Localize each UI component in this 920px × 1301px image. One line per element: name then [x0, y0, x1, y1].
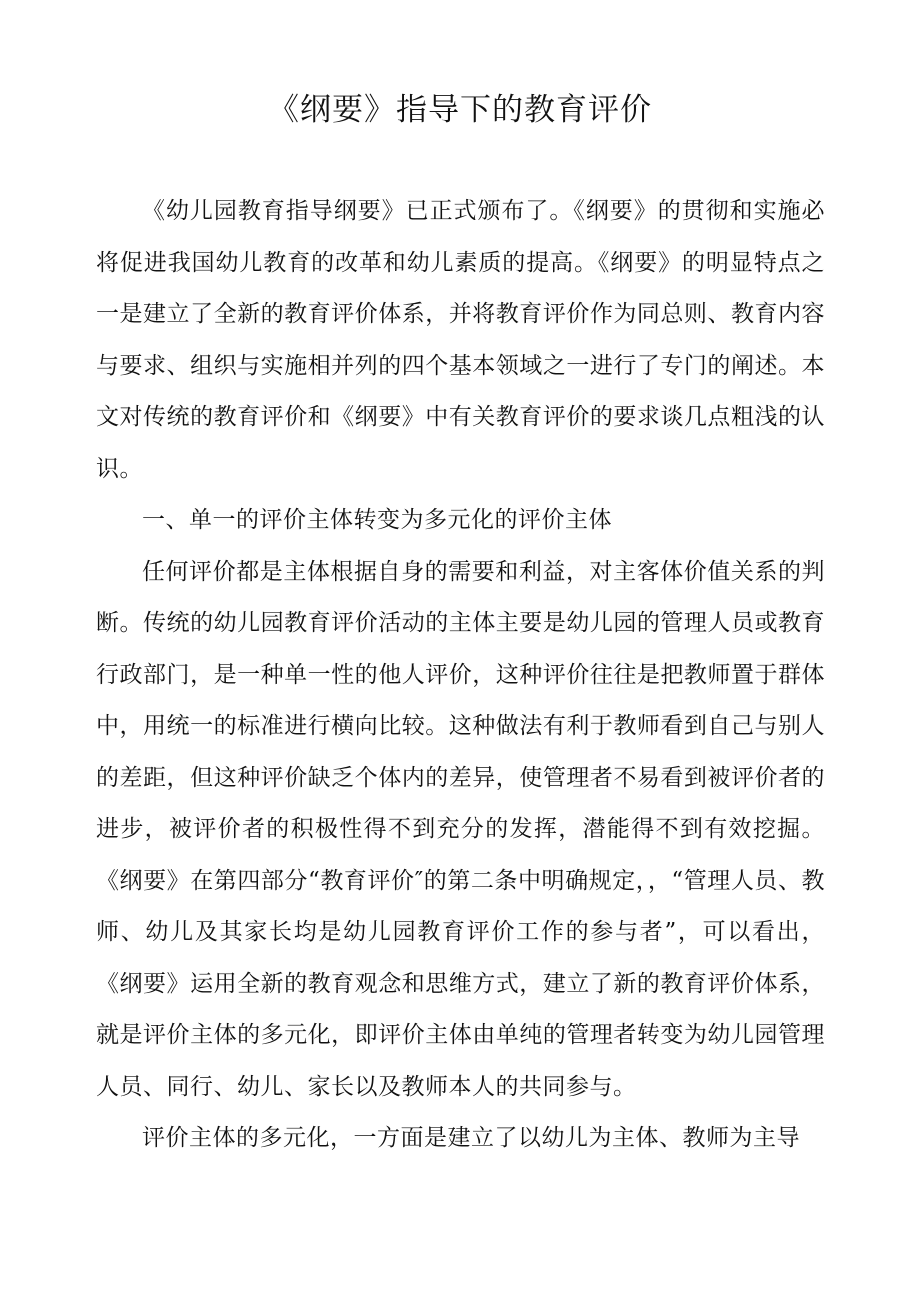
paragraph-continued: 评价主体的多元化，一方面是建立了以幼儿为主体、教师为主导 — [142, 1125, 800, 1151]
section-heading-1: 一、单一的评价主体转变为多元化的评价主体 — [142, 507, 612, 533]
paragraph-section-1: 任何评价都是主体根据自身的需要和利益，对主客体价值关系的判断。传统的幼儿园教育评价活动的主体主要是幼儿园的管理人员或教育行政部门，是一种单一性的他人评价，这种评价往往是把教师置于群体中，用统一的标准进行横向比较。这种做法有利于教师看到自己与别人的差距，但这种评价缺乏个体内的差异，使管理者不易看到被评价者的进步，被评价者的积极性得不到充分的发挥，潜能得不到有效挖掘。《纲要》在第四部分“教育评价″的第二条中明确规定，，“管理人员、教师、幼儿及其家长均是幼儿园教育评价工作的参与者”，可以看出，《纲要》运用全新的教育观念和思维方式，建立了新的教育评价体系，就是评价主体的多元化，即评价主体由单纯的管理者转变为幼儿园管理人员、同行、幼儿、家长以及教师本人的共同参与。 — [96, 558, 825, 1100]
document-body — [96, 186, 825, 1165]
document-title: 《纲要》指导下的教育评价 — [268, 92, 652, 128]
paragraph-intro: 《幼儿园教育指导纲要》已正式颁布了。《纲要》的贯彻和实施必将促进我国幼儿教育的改革和幼儿素质的提高。《纲要》的明显特点之一是建立了全新的教育评价体系，并将教育评价作为同总则、教育内容与要求、组织与实施相并列的四个基本领域之一进行了专门的阐述。本文对传统的教育评价和《纲要》中有关教育评价的要求谈几点粗浅的认识。 — [96, 198, 825, 482]
